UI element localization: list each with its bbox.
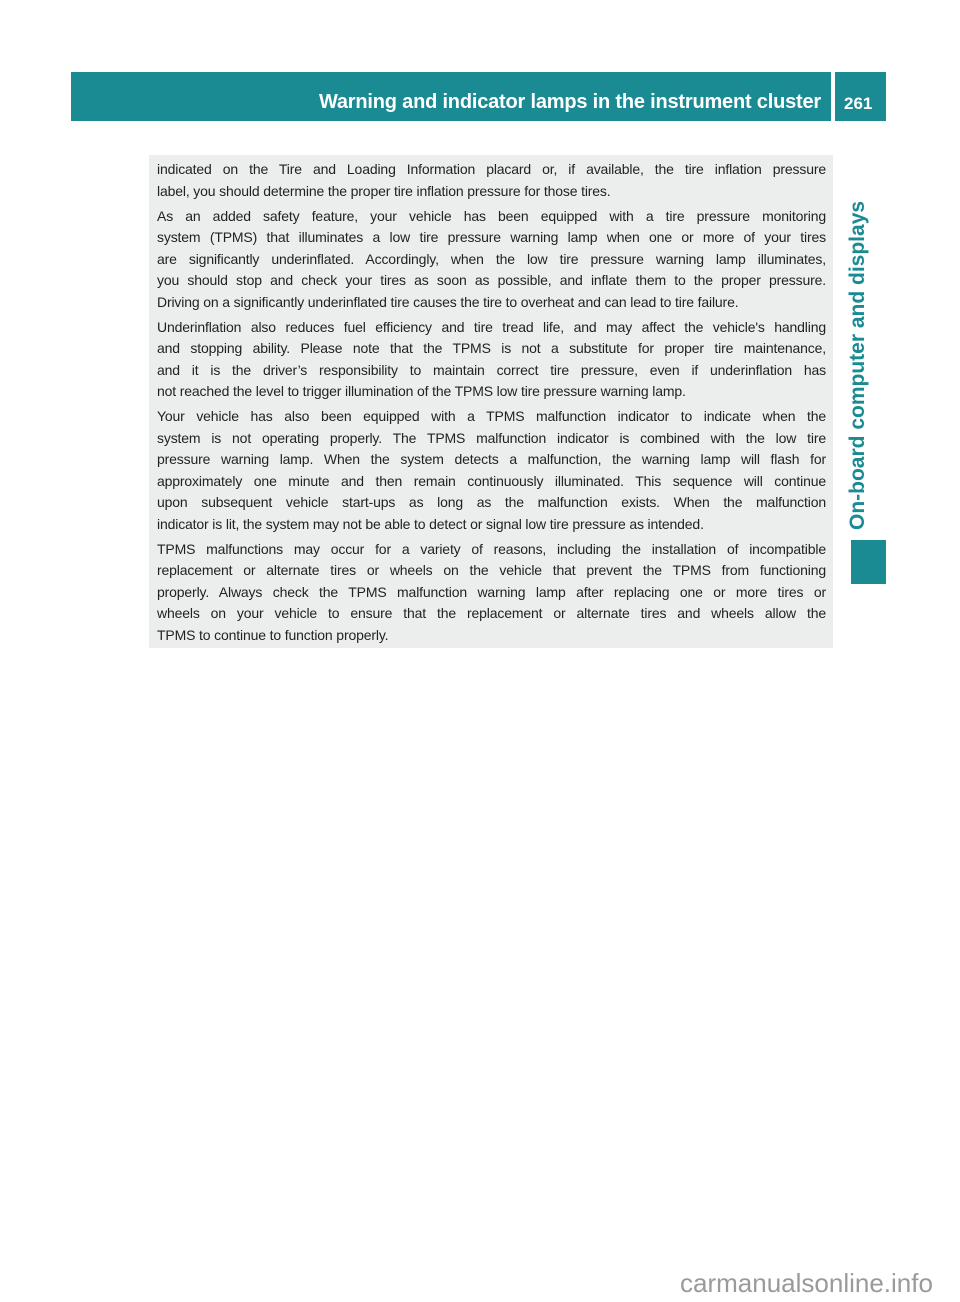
text-line: are significantly underinflated. Accordingly, when the low tire pressure warning lamp illuminates,: [157, 250, 826, 267]
paragraph: [157, 317, 826, 403]
paragraph: [157, 539, 826, 647]
text-line: Driving on a significantly underinflated tire causes the tire to overheat and can lead to tire failure.: [157, 293, 739, 310]
text-line: not reached the level to trigger illumination of the TPMS low tire pressure warning lamp.: [157, 383, 686, 399]
text-line: and it is the driver’s responsibility to maintain correct tire pressure, even if underinflation has: [157, 361, 826, 378]
text-line: TPMS to continue to function properly.: [157, 626, 389, 643]
text-line: label, you should determine the proper tire inflation pressure for those tires.: [157, 182, 611, 199]
text-line: system (TPMS) that illuminates a low tire pressure warning lamp when one or more of your tires: [157, 229, 826, 245]
text-line: indicator is lit, the system may not be able to detect or signal low tire pressure as intended.: [157, 515, 704, 532]
paragraph: [157, 159, 826, 202]
page-number-box: [835, 72, 886, 121]
text-line: and stopping ability. Please note that the TPMS is not a substitute for proper tire maintenance,: [157, 340, 826, 356]
watermark: carmanualsonline.info: [680, 1268, 933, 1298]
text-line: replacement or alternate tires or wheels on the vehicle that prevent the TPMS from functioning: [157, 562, 826, 578]
text-line: wheels on your vehicle to ensure that the replacement or alternate tires and wheels allow the: [157, 605, 826, 621]
text-line: pressure warning lamp. When the system detects a malfunction, the warning lamp will flash for: [157, 451, 826, 467]
text-line: properly. Always check the TPMS malfunction warning lamp after replacing one or more tires or: [157, 583, 826, 600]
paragraph: [157, 406, 826, 535]
text-line: Underinflation also reduces fuel efficiency and tire tread life, and may affect the vehicle's handling: [157, 318, 826, 335]
text-line: indicated on the Tire and Loading Information placard or, if available, the tire inflation pressure: [157, 161, 826, 177]
text-line: TPMS malfunctions may occur for a variety of reasons, including the installation of incompatible: [157, 540, 826, 557]
chapter-tab-label: On-board computer and displays: [846, 200, 869, 530]
section-title: Warning and indicator lamps in the instrument cluster: [318, 91, 821, 113]
text-line: system is not operating properly. The TPMS malfunction indicator is combined with the low tire: [157, 429, 826, 446]
paragraph: [157, 206, 826, 314]
chapter-tab-marker: [851, 540, 886, 584]
text-line: Your vehicle has also been equipped with a TPMS malfunction indicator to indicate when the: [157, 408, 826, 424]
text-line: you should stop and check your tires as soon as possible, and inflate them to the proper pressure.: [157, 272, 826, 288]
body-text: [157, 159, 826, 650]
page-number: 261: [844, 94, 873, 113]
text-line: upon subsequent vehicle start-ups as long as the malfunction exists. When the malfunction: [157, 494, 826, 510]
text-line: approximately one minute and then remain continuously illuminated. This sequence will continue: [157, 472, 826, 489]
section-header: [71, 72, 831, 121]
text-line: As an added safety feature, your vehicle has been equipped with a tire pressure monitoring: [157, 207, 826, 224]
